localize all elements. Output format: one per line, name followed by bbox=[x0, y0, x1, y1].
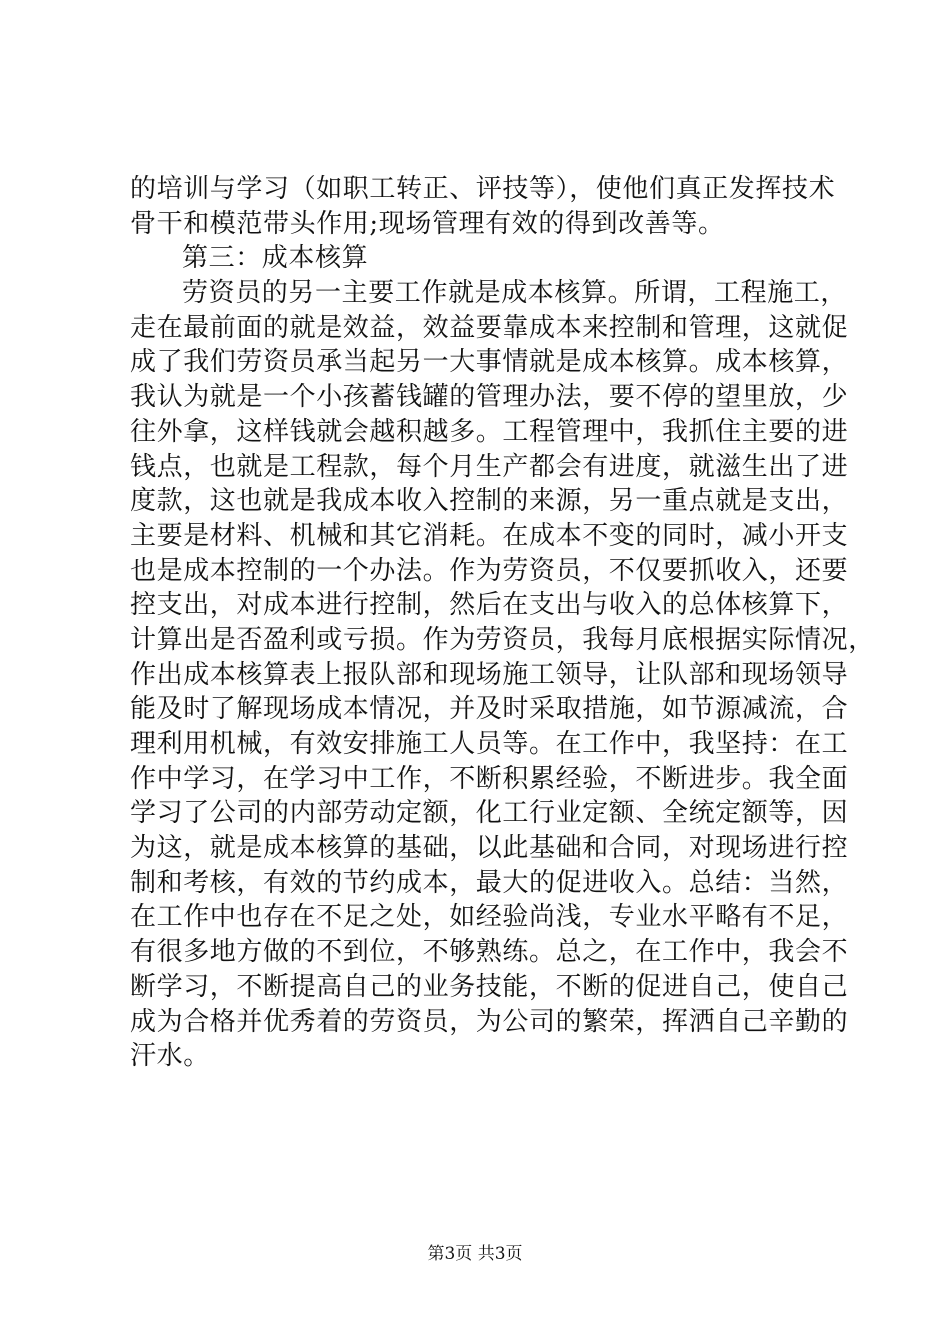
text-line: 钱点，也就是工程款，每个月生产都会有进度，就滋生出了进 bbox=[130, 451, 849, 482]
text-line: 制和考核，有效的节约成本，最大的促进收入。总结：当然， bbox=[130, 867, 849, 898]
section-heading: 第三：成本核算 bbox=[182, 243, 369, 274]
text-line: 学习了公司的内部劳动定额，化工行业定额、全统定额等，因 bbox=[130, 798, 849, 829]
text-line: 主要是材料、机械和其它消耗。在成本不变的同时，减小开支 bbox=[130, 520, 849, 551]
text-line: 度款，这也就是我成本收入控制的来源，另一重点就是支出， bbox=[130, 486, 849, 517]
text-line: 也是成本控制的一个办法。作为劳资员，不仅要抓收入，还要 bbox=[130, 555, 849, 586]
text-line: 作中学习，在学习中工作，不断积累经验，不断进步。我全面 bbox=[130, 763, 849, 794]
text-line: 走在最前面的就是效益，效益要靠成本来控制和管理，这就促 bbox=[130, 312, 849, 343]
text-line: 断学习，不断提高自己的业务技能，不断的促进自己，使自己 bbox=[130, 971, 849, 1002]
text-line: 成为合格并优秀着的劳资员，为公司的繁荣，挥洒自己辛勤的 bbox=[130, 1006, 849, 1037]
body-text bbox=[130, 172, 875, 1074]
text-line: 的培训与学习（如职工转正、评技等），使他们真正发挥技术 bbox=[130, 174, 836, 204]
text-line: 骨干和模范带头作用;现场管理有效的得到改善等。 bbox=[130, 208, 725, 239]
text-line: 计算出是否盈利或亏损。作为劳资员，我每月底根据实际情况， bbox=[130, 624, 875, 655]
text-line: 控支出，对成本进行控制，然后在支出与收入的总体核算下， bbox=[130, 590, 849, 621]
text-line: 能及时了解现场成本情况，并及时采取措施，如节源减流，合 bbox=[130, 694, 849, 725]
text-line: 为这，就是成本核算的基础，以此基础和合同，对现场进行控 bbox=[130, 833, 849, 864]
page-number-footer: 第3页 共3页 bbox=[427, 1244, 523, 1264]
text-line: 在工作中也存在不足之处，如经验尚浅，专业水平略有不足， bbox=[130, 902, 849, 933]
text-line: 汗水。 bbox=[130, 1041, 210, 1072]
paragraph-first-line: 劳资员的另一主要工作就是成本核算。所谓，工程施工， bbox=[182, 278, 848, 309]
text-line: 作出成本核算表上报队部和现场施工领导，让队部和现场领导 bbox=[130, 659, 849, 690]
text-line: 我认为就是一个小孩蓄钱罐的管理办法，要不停的望里放，少 bbox=[130, 382, 849, 413]
text-line: 往外拿，这样钱就会越积越多。工程管理中，我抓住主要的进 bbox=[130, 416, 849, 447]
text-line: 有很多地方做的不到位，不够熟练。总之，在工作中，我会不 bbox=[130, 937, 849, 968]
text-line: 成了我们劳资员承当起另一大事情就是成本核算。成本核算， bbox=[130, 347, 849, 378]
text-line: 理利用机械，有效安排施工人员等。在工作中，我坚持：在工 bbox=[130, 729, 849, 759]
